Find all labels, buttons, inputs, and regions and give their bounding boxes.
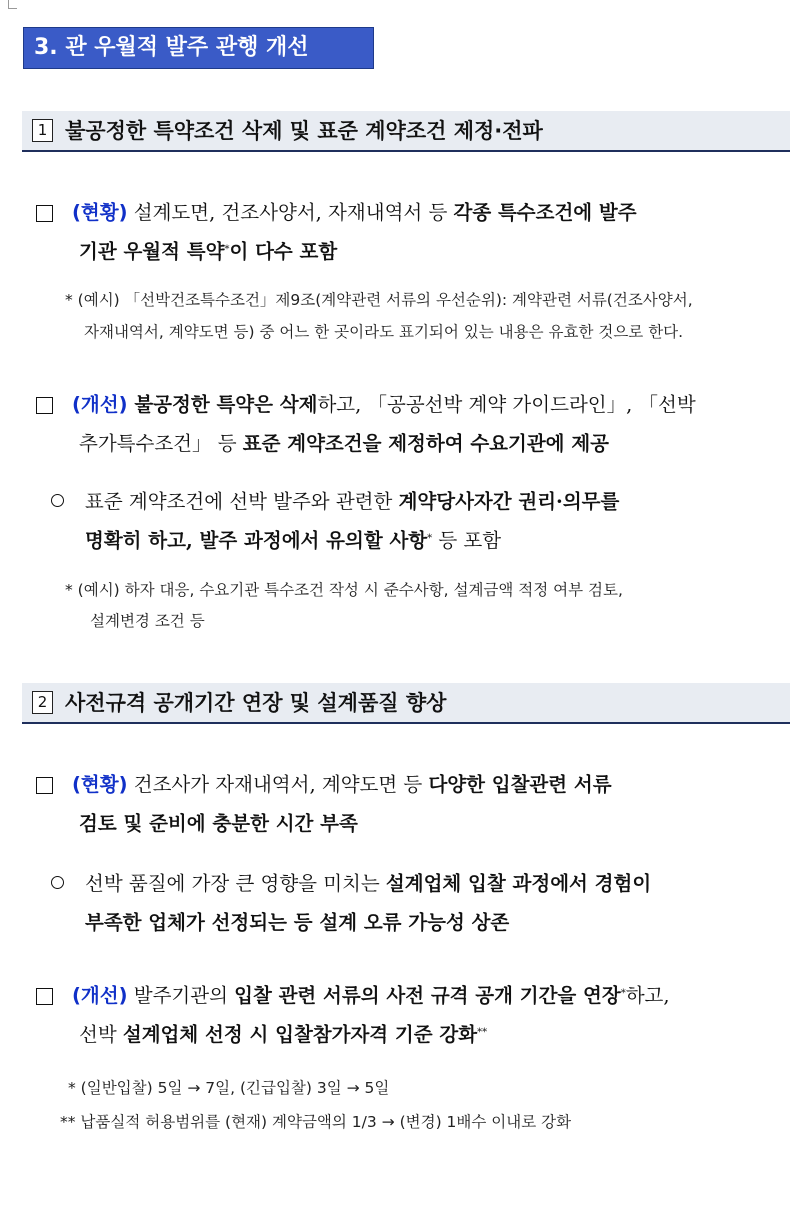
tag-current: 현황 — [80, 773, 119, 796]
s1-current-note-2: 자재내역서, 계약도면 등) 중 어느 한 곳이라도 표기되어 있는 내용은 유효한 것으로 한다. — [84, 323, 684, 341]
s1-improve-note-2: 설계변경 조건 등 — [90, 612, 205, 630]
section-1-number: 1 — [32, 119, 53, 142]
tag-improve: 개선 — [80, 393, 119, 416]
s2-current-line-2: 검토 및 준비에 충분한 시간 부족 — [79, 812, 358, 835]
s1-improve-note-1: * (예시) 하자 대응, 수요기관 특수조건 작성 시 준수사항, 설계금액 적정 여부 검토, — [65, 581, 623, 599]
s1-improve-sub-line-1: 표준 계약조건에 선박 발주와 관련한 계약당사자간 권리·의무를 — [85, 490, 620, 513]
square-bullet-icon — [36, 397, 53, 414]
section-1-header — [22, 111, 790, 152]
section-2-title: 사전규격 공개기간 연장 및 설계품질 향상 — [65, 691, 447, 715]
s1-current-note-1: * (예시) 「선박건조특수조건」제9조(계약관련 서류의 우선순위): 계약관련 서류(건조사양서, — [65, 291, 693, 309]
s2-improve-note-1: * (일반입찰) 5일 → 7일, (긴급입찰) 3일 → 5일 — [68, 1079, 390, 1097]
tag-improve: 개선 — [80, 984, 119, 1007]
s1-improve-line-1: (개선) 불공정한 특약은 삭제하고, 「공공선박 계약 가이드라인」, 「선박 — [72, 393, 696, 416]
s2-current-sub-line-2: 부족한 업체가 선정되는 등 설계 오류 가능성 상존 — [85, 911, 510, 934]
s2-improve-line-1: (개선) 발주기관의 입찰 관련 서류의 사전 규격 공개 기간을 연장*하고, — [72, 984, 670, 1007]
section-1-title: 불공정한 특약조건 삭제 및 표준 계약조건 제정·전파 — [65, 119, 543, 143]
section-2-header — [22, 683, 790, 724]
s1-improve-sub-line-2: 명확히 하고, 발주 과정에서 유의할 사항* 등 포함 — [85, 529, 502, 552]
section-2-number: 2 — [32, 691, 53, 714]
s1-improve-line-2: 추가특수조건」 등 표준 계약조건을 제정하여 수요기관에 제공 — [79, 432, 609, 455]
square-bullet-icon — [36, 988, 53, 1005]
circle-bullet-icon — [51, 494, 64, 507]
s2-improve-line-2: 선박 설계업체 선정 시 입찰참가자격 기준 강화** — [79, 1023, 488, 1046]
square-bullet-icon — [36, 205, 53, 222]
s2-improve-note-2: ** 납품실적 허용범위를 (현재) 계약금액의 1/3 → (변경) 1배수 이내로 강화 — [60, 1113, 572, 1131]
circle-bullet-icon — [51, 876, 64, 889]
s2-current-line-1: (현황) 건조사가 자재내역서, 계약도면 등 다양한 입찰관련 서류 — [72, 773, 612, 796]
crop-mark — [8, 0, 17, 9]
s2-current-sub-line-1: 선박 품질에 가장 큰 영향을 미치는 설계업체 입찰 과정에서 경험이 — [85, 872, 652, 895]
square-bullet-icon — [36, 777, 53, 794]
s1-current-line-2: 기관 우월적 특약*이 다수 포함 — [79, 240, 338, 263]
tag-current: 현황 — [80, 201, 119, 224]
s1-current-line-1: (현황) 설계도면, 건조사양서, 자재내역서 등 각종 특수조건에 발주 — [72, 201, 637, 224]
page-title: 3. 관 우월적 발주 관행 개선 — [23, 27, 374, 69]
